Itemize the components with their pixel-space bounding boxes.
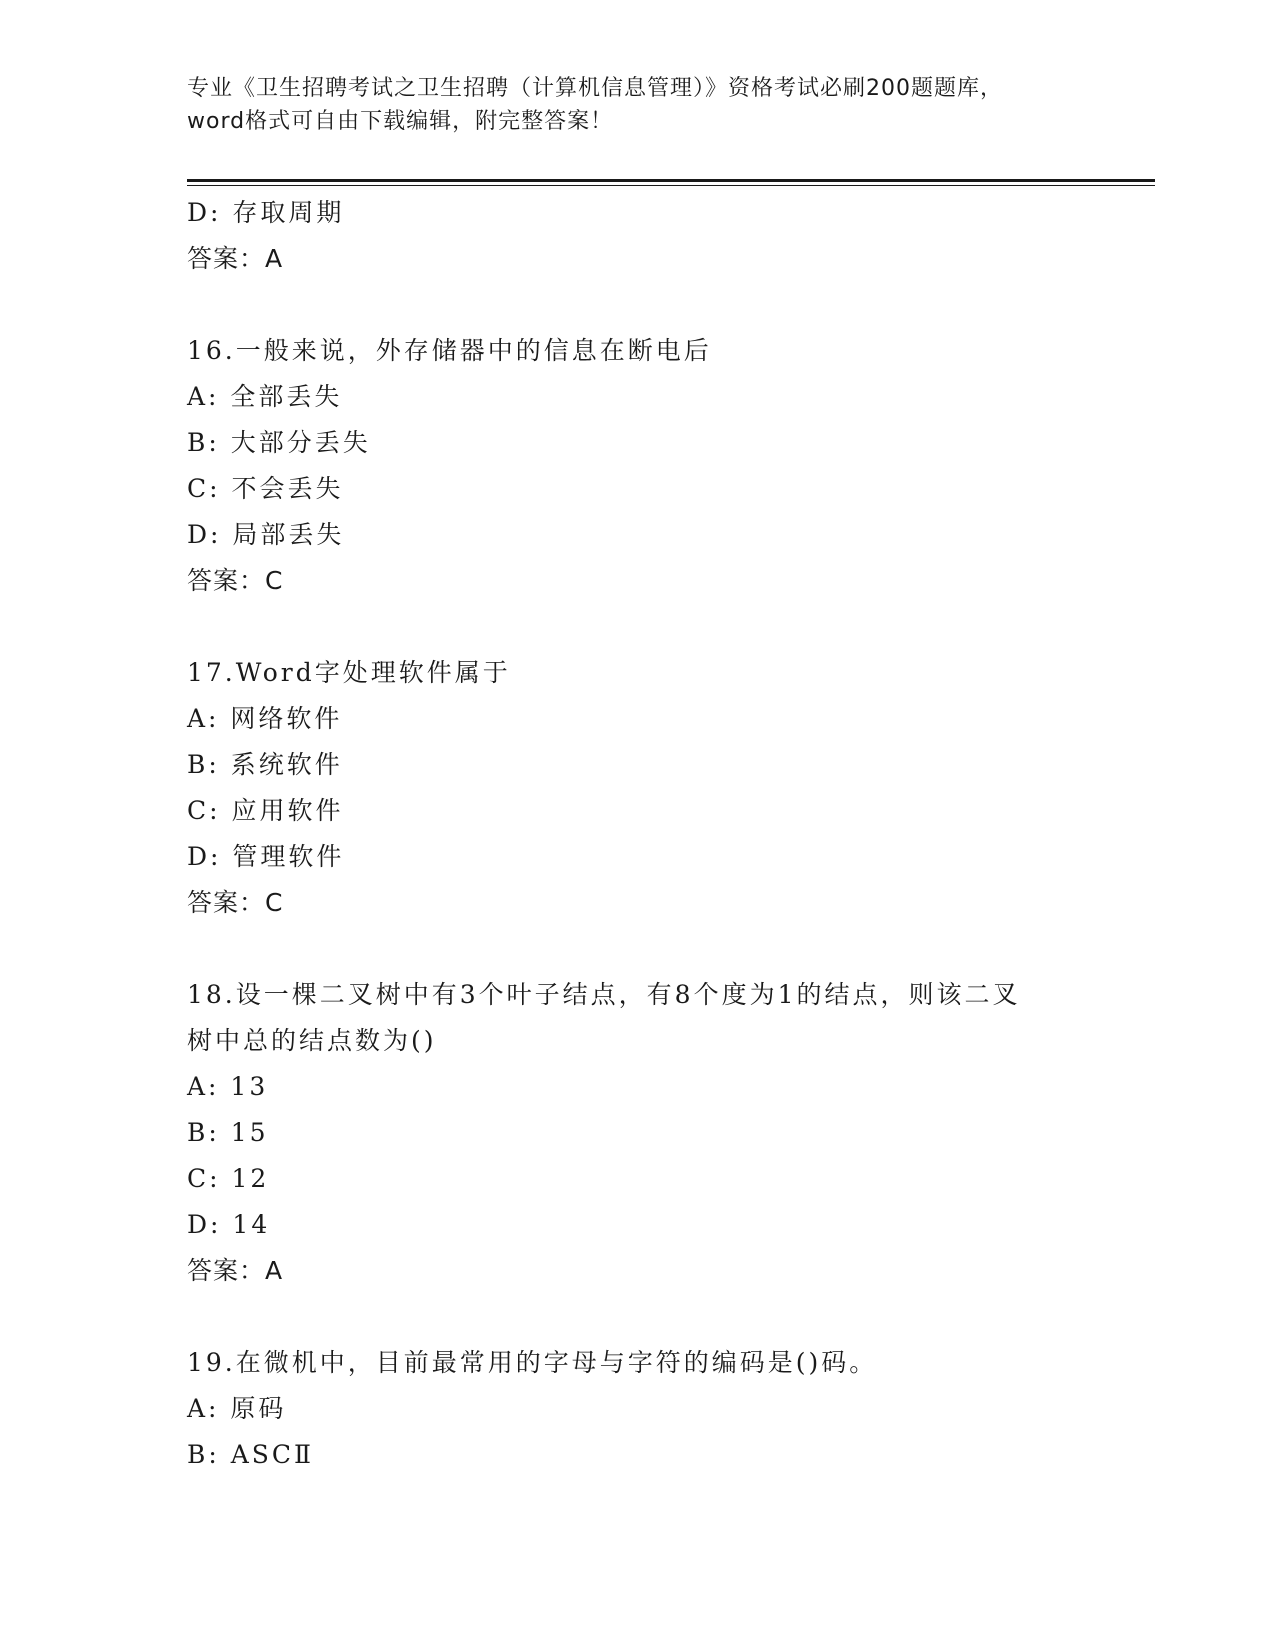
answer-line: 答案：C [187,566,284,595]
question-list [187,190,1087,1478]
question-stem: 17.Word字处理软件属于 [187,658,511,687]
question-stem-line-2: 树中总的结点数为() [187,1026,437,1055]
option-d: D: 存取周期 [187,198,345,227]
question-stem: 16.一般来说，外存储器中的信息在断电后 [187,336,712,365]
option-b: B: 系统软件 [187,750,343,779]
option-b: B: 15 [187,1118,269,1147]
option-a: A: 13 [187,1072,269,1101]
header-divider-thin [187,185,1155,186]
option-a: A: 全部丢失 [187,382,343,411]
header-title-line-1: 专业《卫生招聘考试之卫生招聘（计算机信息管理）》资格考试必刷200题题库， [187,76,1003,101]
option-c: C: 不会丢失 [187,474,344,503]
option-a: A: 原码 [187,1394,287,1423]
header-title-line-2: word格式可自由下载编辑，附完整答案！ [187,109,614,134]
option-c: C: 12 [187,1164,270,1193]
answer-line: 答案：A [187,244,284,273]
question-stem: 19.在微机中，目前最常用的字母与字符的编码是()码。 [187,1348,878,1377]
document-header [187,72,1087,138]
header-divider-thick [187,179,1155,182]
option-c: C: 应用软件 [187,796,344,825]
option-d: D: 管理软件 [187,842,345,871]
option-d: D: 14 [187,1210,271,1239]
option-d: D: 局部丢失 [187,520,345,549]
option-a: A: 网络软件 [187,704,343,733]
answer-line: 答案：A [187,1256,284,1285]
option-b: B: ASCⅡ [187,1440,315,1469]
option-b: B: 大部分丢失 [187,428,371,457]
question-stem-line-1: 18.设一棵二叉树中有3个叶子结点，有8个度为1的结点，则该二叉 [187,980,1021,1009]
answer-line: 答案：C [187,888,284,917]
